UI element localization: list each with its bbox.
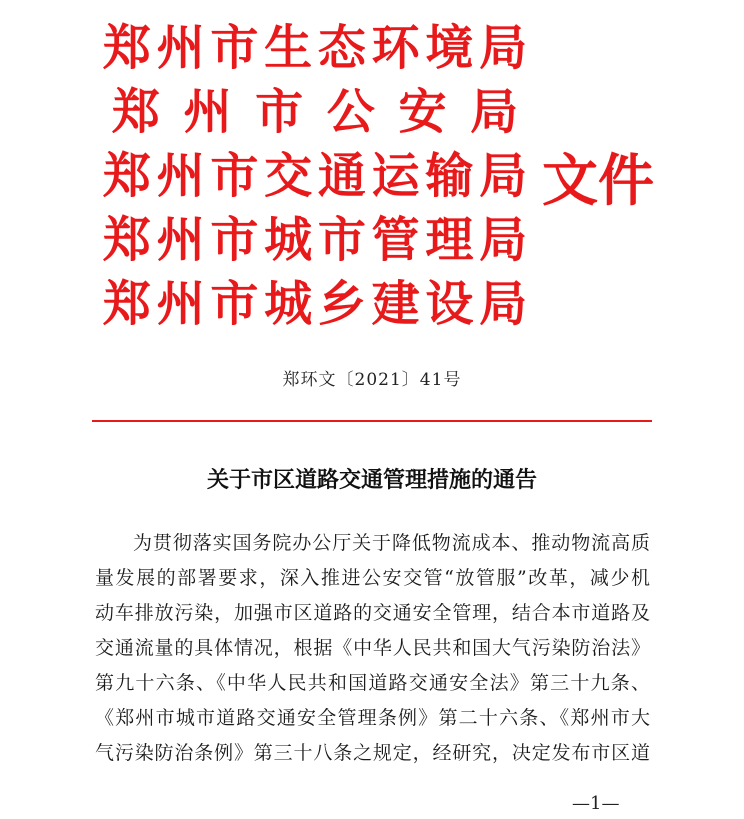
agency-header <box>100 18 660 338</box>
body-paragraph-line: 动车排放污染，加强市区道路的交通安全管理，结合本市道路及 <box>95 602 650 624</box>
red-divider-line <box>92 420 652 422</box>
document-body <box>95 526 650 771</box>
agency-name: 郑 州 市 公 安 局 <box>111 84 519 140</box>
body-paragraph-line: 交通流量的具体情况，根据《中华人民共和国大气污染防治法》 <box>95 637 650 659</box>
agency-name: 郑 州 市 城 市 管 理 局 <box>102 212 528 268</box>
agency-name: 郑 州 市 城 乡 建 设 局 <box>102 276 528 332</box>
document-type-label: 文件 <box>542 148 654 214</box>
body-paragraph-line: 为贯彻落实国务院办公厅关于降低物流成本、推动物流高质 <box>133 532 650 554</box>
body-paragraph-line: 量发展的部署要求，深入推进公安交管“放管服”改革，减少机 <box>95 567 650 589</box>
agency-name: 郑 州 市 交 通 运 输 局 <box>102 148 528 204</box>
document-number: 郑环文〔2021〕41号 <box>282 370 462 390</box>
body-paragraph-line: 气污染防治条例》第三十八条之规定，经研究，决定发布市区道 <box>95 742 650 764</box>
agency-name: 郑 州 市 生 态 环 境 局 <box>102 20 528 76</box>
body-paragraph-line: 第九十六条、《中华人民共和国道路交通安全法》第三十九条、 <box>95 672 650 694</box>
page-number: —1— <box>572 793 620 814</box>
document-title: 关于市区道路交通管理措施的通告 <box>206 468 537 493</box>
body-paragraph-line: 《郑州市城市道路交通安全管理条例》第二十六条、《郑州市大 <box>95 707 650 729</box>
